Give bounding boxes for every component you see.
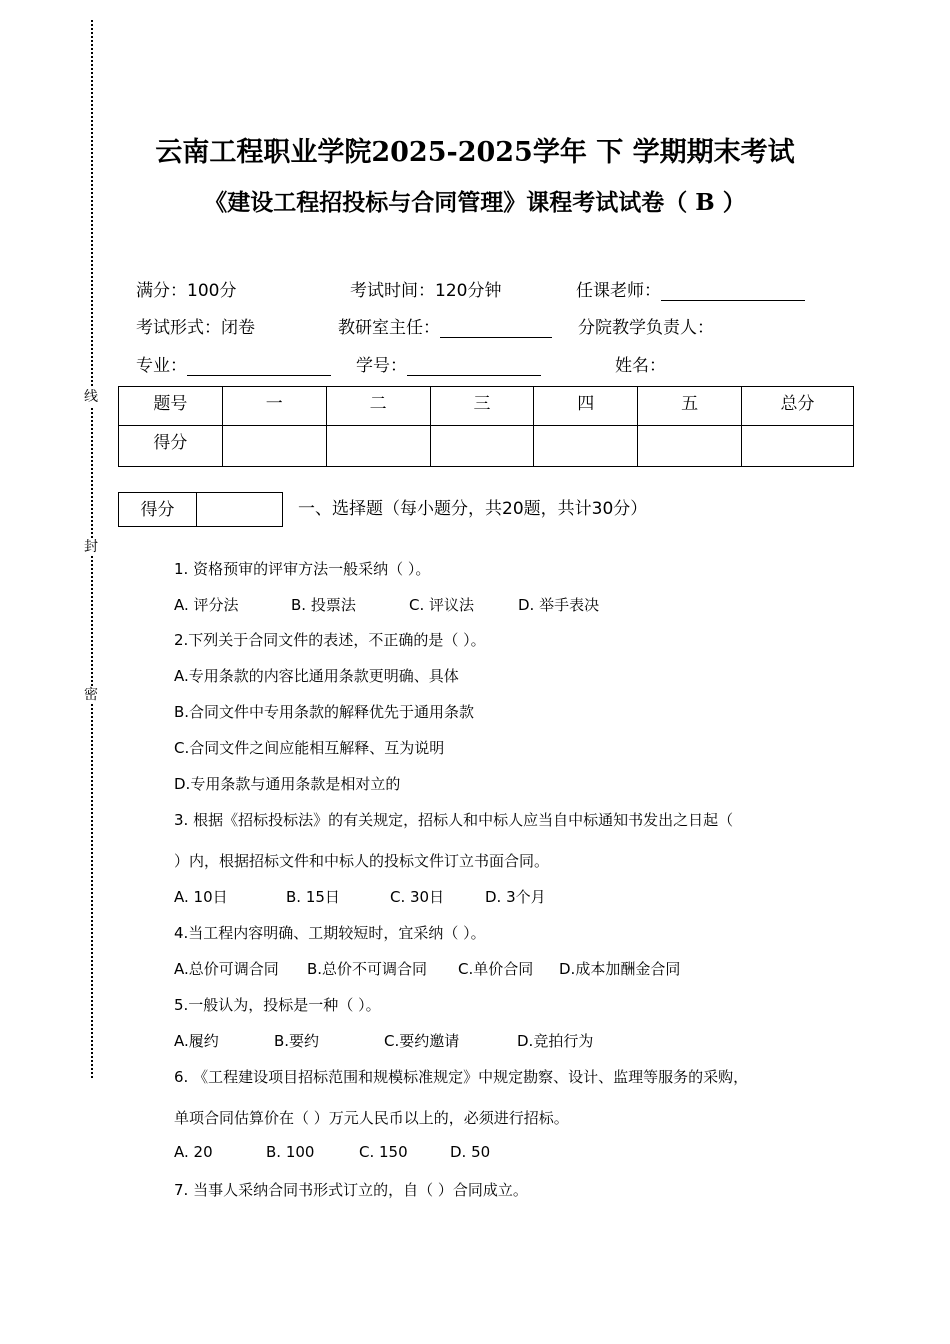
director-label: 教研室主任： xyxy=(338,318,440,338)
student-id-label: 学号： xyxy=(356,356,407,376)
score-header-cell: 四 xyxy=(534,387,638,426)
exam-time: 考试时间：120分钟 xyxy=(350,281,502,301)
option: D.专用条款与通用条款是相对立的 xyxy=(174,775,401,793)
option: A. 10日 xyxy=(174,888,228,906)
question-6-options xyxy=(174,1143,490,1161)
option: C. 评议法 xyxy=(409,596,475,614)
score-header-cell: 题号 xyxy=(119,387,223,426)
question-3: 3. 根据《招标投标法》的有关规定，招标人和中标人应当自中标通知书发出之日起（ xyxy=(174,811,734,829)
option: D.竞拍行为 xyxy=(517,1032,594,1050)
director-field xyxy=(338,313,552,338)
option: B.合同文件中专用条款的解释优先于通用条款 xyxy=(174,703,475,721)
score-header-cell: 三 xyxy=(430,387,534,426)
score-cell[interactable] xyxy=(222,426,326,467)
section-title: 一、选择题（每小题分，共20题，共计30分） xyxy=(298,499,648,519)
major-field xyxy=(136,351,331,376)
score-row-label: 得分 xyxy=(119,426,223,467)
score-cell[interactable] xyxy=(430,426,534,467)
score-header-cell: 五 xyxy=(638,387,742,426)
option: B.总价不可调合同 xyxy=(307,960,428,978)
option: C.要约邀请 xyxy=(384,1032,460,1050)
option: C.单价合同 xyxy=(458,960,534,978)
option: D.成本加酬金合同 xyxy=(559,960,681,978)
name-label: 姓名： xyxy=(615,356,666,376)
section-score-box xyxy=(118,492,283,527)
exam-form: 考试形式：闭卷 xyxy=(136,318,255,338)
score-cell[interactable] xyxy=(742,426,854,467)
student-id-field xyxy=(356,351,541,376)
question-7: 7. 当事人采纳合同书形式订立的，自（ ）合同成立。 xyxy=(174,1181,528,1199)
exam-subtitle: 《建设工程招投标与合同管理》课程考试试卷（ B ） xyxy=(204,189,746,216)
student-id-blank[interactable] xyxy=(407,357,541,376)
binding-line-char: 线 xyxy=(84,389,98,405)
score-table-score-row xyxy=(119,426,854,467)
score-cell[interactable] xyxy=(534,426,638,467)
dean-label: 分院教学负责人： xyxy=(578,318,714,338)
option: A. 评分法 xyxy=(174,596,239,614)
question-6: 6. 《工程建设项目招标范围和规模标准规定》中规定勘察、设计、监理等服务的采购， xyxy=(174,1068,749,1086)
question-1-options xyxy=(174,594,599,615)
option: C. 150 xyxy=(359,1143,408,1161)
question-2: 2.下列关于合同文件的表述，不正确的是（ ）。 xyxy=(174,631,486,649)
option: B.要约 xyxy=(274,1032,320,1050)
score-cell[interactable] xyxy=(638,426,742,467)
option: A.总价可调合同 xyxy=(174,960,279,978)
option: D. 3个月 xyxy=(485,888,546,906)
score-cell[interactable] xyxy=(326,426,430,467)
director-blank[interactable] xyxy=(440,319,552,338)
question-5: 5.一般认为，投标是一种（ ）。 xyxy=(174,996,381,1014)
question-4-options xyxy=(174,958,680,979)
question-6-cont: 单项合同估算价在（ ）万元人民币以上的，必须进行招标。 xyxy=(174,1109,569,1127)
score-table xyxy=(118,386,854,467)
binding-secret-char: 密 xyxy=(84,687,98,703)
exam-title: 云南工程职业学院2025-2025学年 下 学期期末考试 xyxy=(155,137,795,168)
question-1: 1. 资格预审的评审方法一般采纳（ ）。 xyxy=(174,560,431,578)
option: B. 15日 xyxy=(286,888,340,906)
score-header-cell: 一 xyxy=(222,387,326,426)
option: D. 举手表决 xyxy=(518,596,600,614)
section-score-cell[interactable] xyxy=(197,493,283,527)
option: A.专用条款的内容比通用条款更明确、具体 xyxy=(174,667,459,685)
score-header-cell: 二 xyxy=(326,387,430,426)
teacher-label: 任课老师： xyxy=(576,281,661,301)
option: A. 20 xyxy=(174,1143,213,1161)
score-header-cell: 总分 xyxy=(742,387,854,426)
question-3-cont: ）内，根据招标文件和中标人的投标文件订立书面合同。 xyxy=(174,852,550,870)
major-blank[interactable] xyxy=(187,357,331,376)
teacher-field xyxy=(576,276,805,301)
question-4: 4.当工程内容明确、工期较短时，宜采纳（ ）。 xyxy=(174,924,486,942)
option: B. 100 xyxy=(266,1143,315,1161)
section-score-label: 得分 xyxy=(119,493,197,527)
binding-seal-char: 封 xyxy=(84,539,98,555)
option: C. 30日 xyxy=(390,888,445,906)
question-3-options xyxy=(174,886,546,907)
option: B. 投票法 xyxy=(291,596,356,614)
teacher-blank[interactable] xyxy=(661,282,805,301)
question-5-options xyxy=(174,1030,593,1051)
option: D. 50 xyxy=(450,1143,491,1161)
option: A.履约 xyxy=(174,1032,219,1050)
full-score: 满分：100分 xyxy=(136,281,237,301)
major-label: 专业： xyxy=(136,356,187,376)
score-table-header-row xyxy=(119,387,854,426)
option: C.合同文件之间应能相互解释、互为说明 xyxy=(174,739,445,757)
